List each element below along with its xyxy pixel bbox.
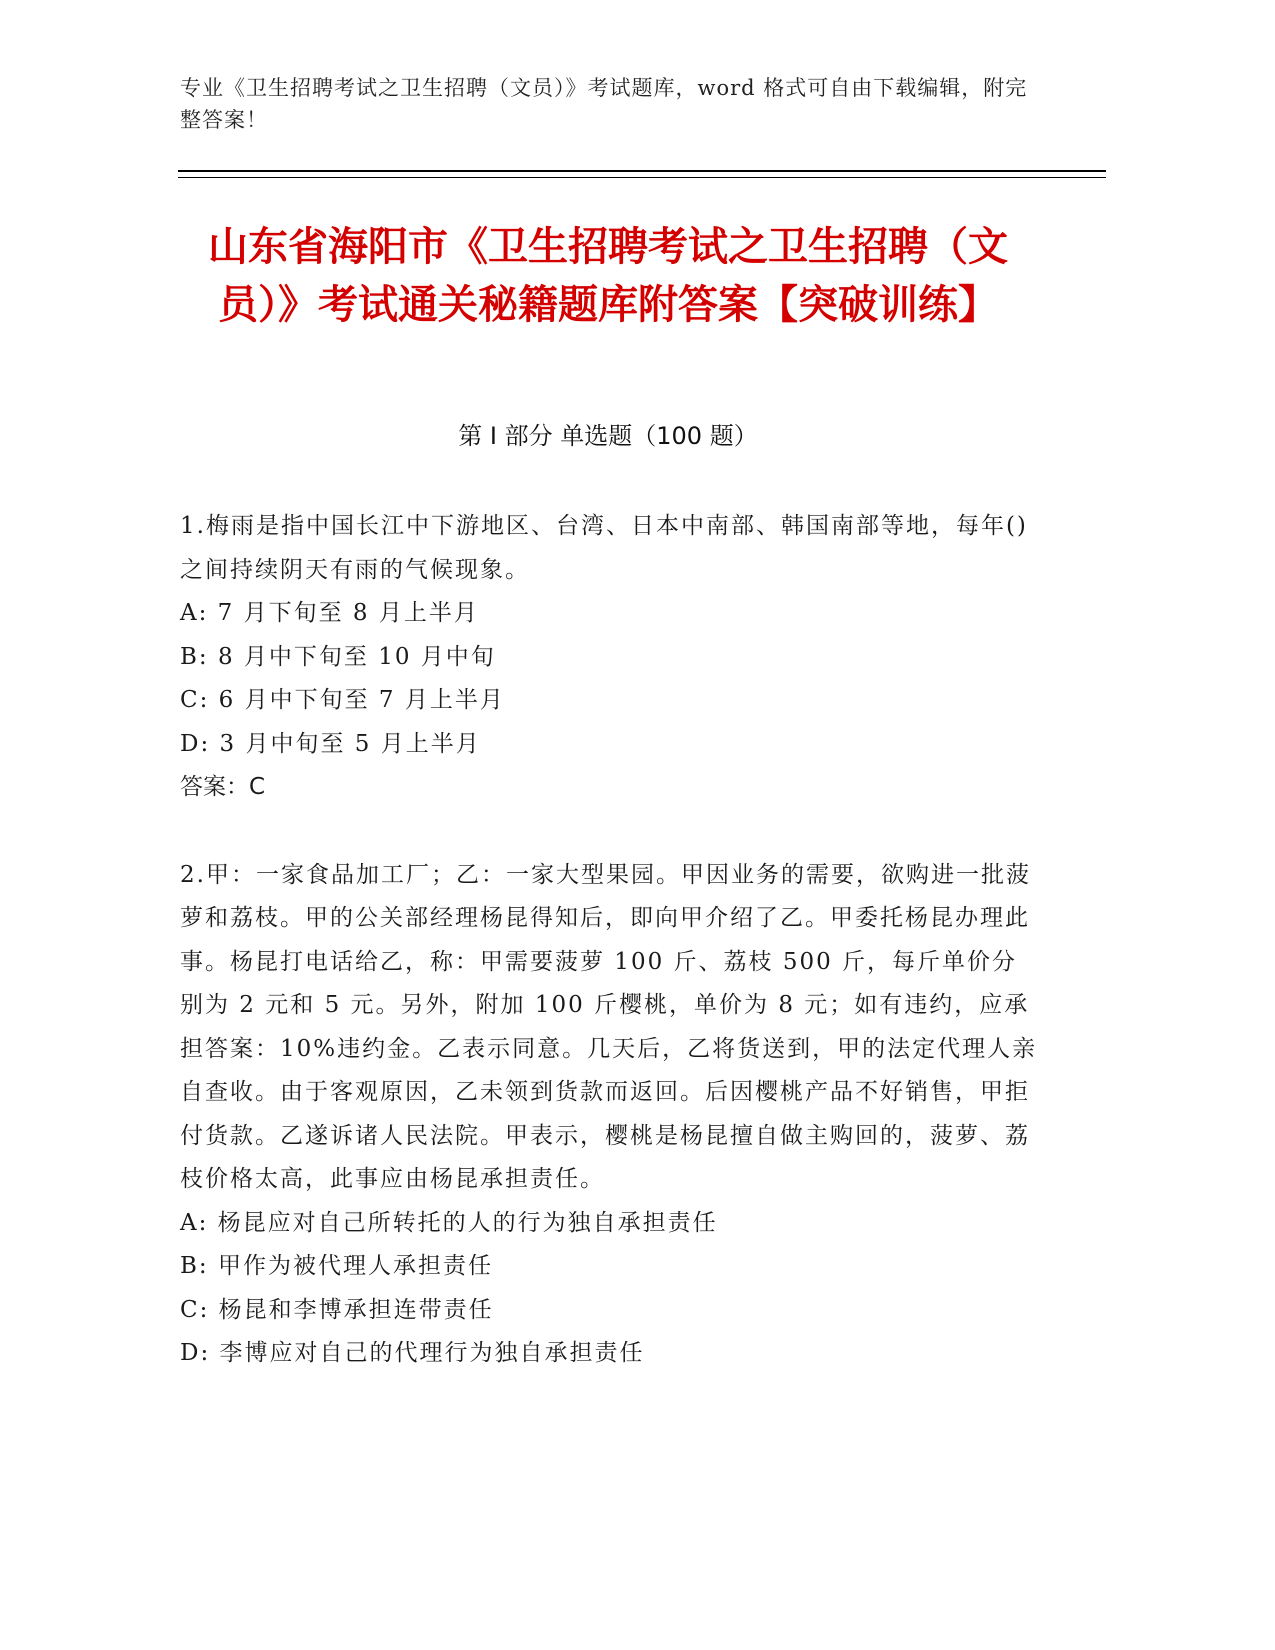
option-d: D: 李博应对自己的代理行为独自承担责任 — [180, 1340, 645, 1366]
document-title: 山东省海阳市《卫生招聘考试之卫生招聘（文员）》考试通关秘籍题库附答案【突破训练】 — [208, 224, 1008, 328]
question-stem: 1.梅雨是指中国长江中下游地区、台湾、日本中南部、韩国南部等地，每年()之间持续阴天有雨的气候现象。 — [180, 513, 1028, 583]
header-divider-thick — [178, 170, 1106, 172]
option-b: B: 8 月中下旬至 10 月中旬 — [180, 643, 496, 670]
header-note: 专业《卫生招聘考试之卫生招聘（文员）》考试题库，word 格式可自由下载编辑，附完整答案！ — [180, 76, 1028, 132]
section-heading: 第 I 部分 单选题（100 题） — [458, 422, 758, 450]
option-c: C: 6 月中下旬至 7 月上半月 — [180, 687, 505, 713]
option-c: C: 杨昆和李博承担连带责任 — [180, 1296, 494, 1323]
question-list — [180, 505, 1038, 1420]
answer-line: 答案：C — [180, 774, 266, 800]
option-b: B: 甲作为被代理人承担责任 — [180, 1253, 493, 1279]
option-a: A: 7 月下旬至 8 月上半月 — [180, 600, 479, 626]
question-stem: 2.甲：一家食品加工厂；乙：一家大型果园。甲因业务的需要，欲购进一批菠萝和荔枝。甲的公关部经理杨昆得知后，即向甲介绍了乙。甲委托杨昆办理此事。杨昆打电话给乙，称：甲需要菠萝 100 斤、荔枝 500 斤，每斤单价分别为 2 元和 5 元。另外，附加 100 斤樱桃，单价为 8 元；如有违约，应承担答案：10%违约金。乙表示同意。几天后，乙将货送到，甲的法定代理人亲自查收。由于客观原因，乙未领到货款而返回。后因樱桃产品不好销售，甲拒付货款。乙遂诉诸人民法院。甲表示，樱桃是杨昆擅自做主购回的，菠萝、荔枝价格太高，此事应由杨昆承担责任。 — [180, 861, 1038, 1192]
question-1 — [180, 505, 1038, 810]
header-divider-thin — [178, 177, 1106, 178]
option-d: D: 3 月中旬至 5 月上半月 — [180, 730, 481, 757]
question-2 — [180, 854, 1038, 1376]
option-a: A: 杨昆应对自己所转托的人的行为独自承担责任 — [180, 1209, 718, 1236]
